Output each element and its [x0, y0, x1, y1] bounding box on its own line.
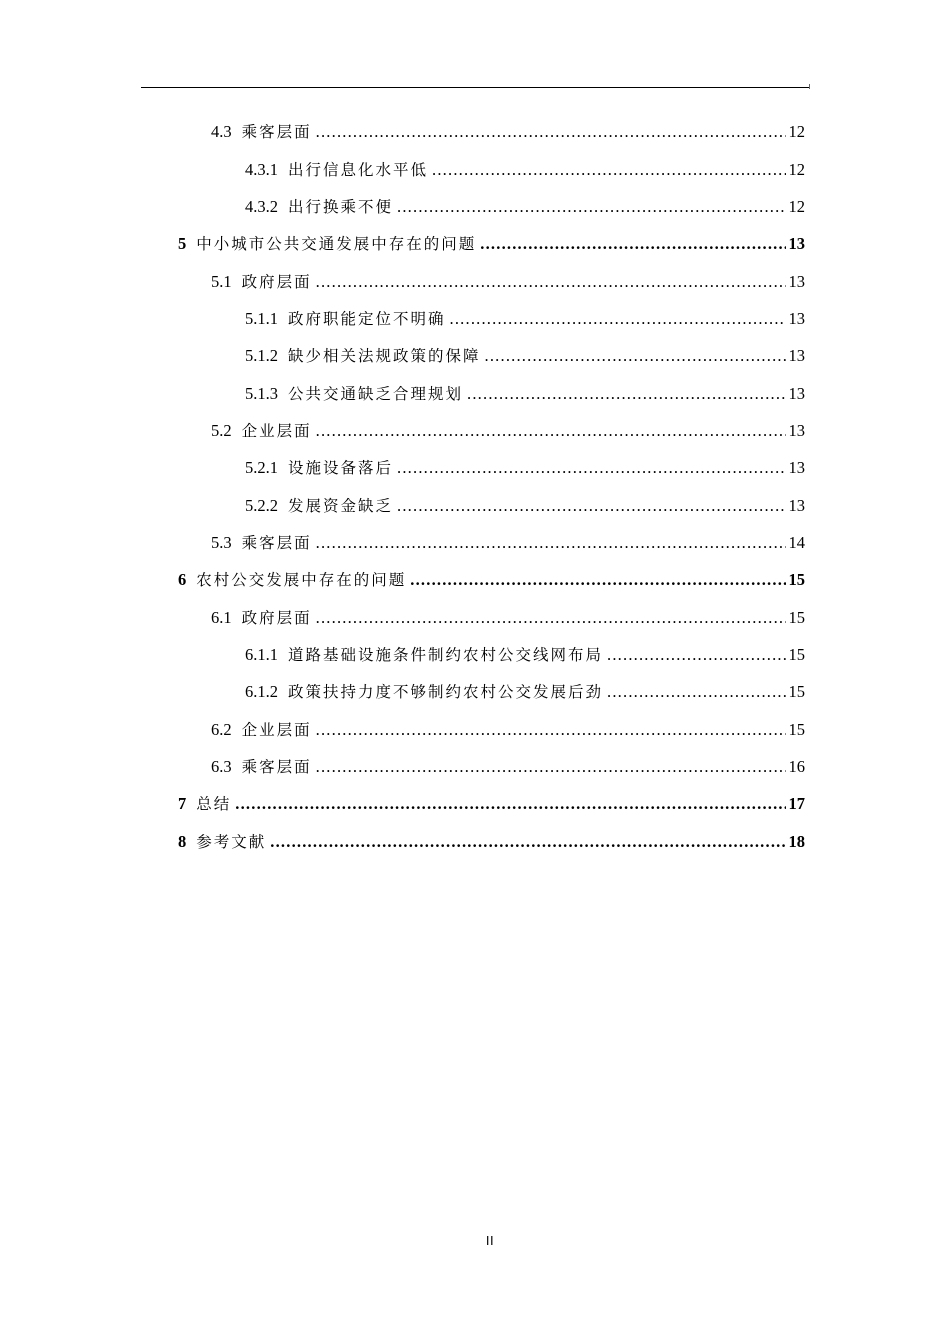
toc-entry-number: 6.2 — [211, 720, 232, 739]
toc-dot-leader — [316, 419, 786, 443]
toc-entry-page: 15 — [788, 682, 805, 701]
toc-entry-title: 政府层面 — [241, 609, 312, 627]
toc-dot-leader — [235, 792, 785, 816]
toc-dot-leader — [270, 830, 785, 854]
toc-entry-number: 5.1.2 — [245, 346, 278, 365]
toc-entry-page: 13 — [788, 421, 805, 440]
toc-entry-page: 14 — [788, 533, 805, 552]
toc-entry-title: 缺少相关法规政策的保障 — [288, 347, 481, 365]
toc-entry-number: 8 — [178, 832, 187, 851]
toc-entry-number: 6.1 — [211, 608, 232, 627]
toc-entry-number: 5.1.1 — [245, 309, 278, 328]
toc-entry-page: 13 — [788, 496, 805, 515]
toc-entry-number: 5.2.2 — [245, 496, 278, 515]
toc-entry-number: 6 — [178, 570, 187, 589]
toc-dot-leader — [316, 270, 786, 294]
toc-entry-title: 道路基础设施条件制约农村公交线网布局 — [288, 646, 604, 664]
header-rule — [141, 87, 809, 88]
toc-dot-leader — [450, 307, 786, 331]
toc-entry-title: 乘客层面 — [241, 123, 312, 141]
toc-dot-leader — [432, 158, 785, 182]
toc-entry[interactable] — [245, 494, 805, 518]
toc-entry-page: 17 — [788, 794, 805, 813]
toc-entry-page: 12 — [788, 122, 805, 141]
toc-entry[interactable] — [178, 830, 805, 854]
toc-entry-page: 13 — [788, 346, 805, 365]
page-number: II — [485, 1233, 495, 1248]
toc-dot-leader — [485, 344, 786, 368]
toc-entry-number: 4.3.1 — [245, 160, 278, 179]
toc-dot-leader — [316, 120, 786, 144]
toc-entry-page: 15 — [788, 645, 805, 664]
toc-entry-number: 4.3 — [211, 122, 232, 141]
toc-entry-page: 15 — [788, 570, 805, 589]
toc-entry[interactable] — [245, 382, 805, 406]
toc-entry[interactable] — [245, 680, 805, 704]
toc-entry-number: 5.1 — [211, 272, 232, 291]
toc-entry-page: 13 — [788, 384, 805, 403]
toc-entry-title: 出行换乘不便 — [288, 198, 394, 216]
toc-dot-leader — [316, 718, 786, 742]
toc-entry-number: 5 — [178, 234, 187, 253]
toc-entry[interactable] — [245, 643, 805, 667]
toc-entry-page: 13 — [788, 272, 805, 291]
toc-entry-page: 12 — [788, 197, 805, 216]
toc-entry[interactable] — [211, 270, 805, 294]
toc-entry-page: 13 — [788, 309, 805, 328]
toc-entry-number: 6.3 — [211, 757, 232, 776]
toc-entry-number: 5.3 — [211, 533, 232, 552]
toc-entry[interactable] — [178, 568, 805, 592]
toc-entry-number: 6.1.1 — [245, 645, 278, 664]
toc-entry[interactable] — [178, 792, 805, 816]
toc-dot-leader — [316, 755, 786, 779]
toc-dot-leader — [410, 568, 785, 592]
toc-entry[interactable] — [211, 755, 805, 779]
toc-entry-title: 乘客层面 — [241, 758, 312, 776]
toc-entry-title: 设施设备落后 — [288, 459, 394, 477]
toc-entry-title: 企业层面 — [241, 721, 312, 739]
toc-entry-title: 中小城市公共交通发展中存在的问题 — [196, 235, 477, 253]
toc-entry-title: 出行信息化水平低 — [288, 161, 429, 179]
toc-entry-page: 16 — [788, 757, 805, 776]
toc-entry[interactable] — [178, 232, 805, 256]
toc-entry-title: 发展资金缺乏 — [288, 497, 394, 515]
toc-entry-number: 6.1.2 — [245, 682, 278, 701]
toc-entry[interactable] — [211, 606, 805, 630]
toc-entry-title: 政府层面 — [241, 273, 312, 291]
toc-entry-title: 参考文献 — [196, 833, 267, 851]
toc-entry[interactable] — [211, 120, 805, 144]
toc-entry-page: 13 — [788, 234, 805, 253]
toc-entry[interactable] — [211, 419, 805, 443]
toc-entry[interactable] — [245, 456, 805, 480]
toc-dot-leader — [316, 531, 786, 555]
toc-dot-leader — [397, 494, 785, 518]
toc-entry-title: 公共交通缺乏合理规划 — [288, 385, 464, 403]
toc-entry-number: 5.2 — [211, 421, 232, 440]
toc-entry[interactable] — [245, 307, 805, 331]
header-rule-tick — [809, 84, 810, 89]
toc-entry-title: 总结 — [196, 795, 232, 813]
toc-dot-leader — [480, 232, 785, 256]
toc-dot-leader — [397, 456, 785, 480]
toc-entry-number: 5.2.1 — [245, 458, 278, 477]
toc-entry-title: 政策扶持力度不够制约农村公交发展后劲 — [288, 683, 604, 701]
toc-entry-page: 12 — [788, 160, 805, 179]
toc-dot-leader — [316, 606, 786, 630]
toc-entry-page: 15 — [788, 608, 805, 627]
toc-entry[interactable] — [245, 158, 805, 182]
toc-entry-title: 农村公交发展中存在的问题 — [196, 571, 407, 589]
toc-entry-number: 7 — [178, 794, 187, 813]
toc-entry-page: 13 — [788, 458, 805, 477]
toc-dot-leader — [397, 195, 785, 219]
toc-dot-leader — [607, 680, 785, 704]
toc-entry[interactable] — [245, 195, 805, 219]
toc-entry-page: 18 — [788, 832, 805, 851]
toc-dot-leader — [467, 382, 785, 406]
toc-entry[interactable] — [245, 344, 805, 368]
toc-entry-page: 15 — [788, 720, 805, 739]
toc-entry-title: 乘客层面 — [241, 534, 312, 552]
toc-entry-number: 4.3.2 — [245, 197, 278, 216]
toc-entry[interactable] — [211, 718, 805, 742]
toc-entry-title: 企业层面 — [241, 422, 312, 440]
toc-entry-title: 政府职能定位不明确 — [288, 310, 446, 328]
toc-entry-number: 5.1.3 — [245, 384, 278, 403]
toc-dot-leader — [607, 643, 785, 667]
toc-entry[interactable] — [211, 531, 805, 555]
